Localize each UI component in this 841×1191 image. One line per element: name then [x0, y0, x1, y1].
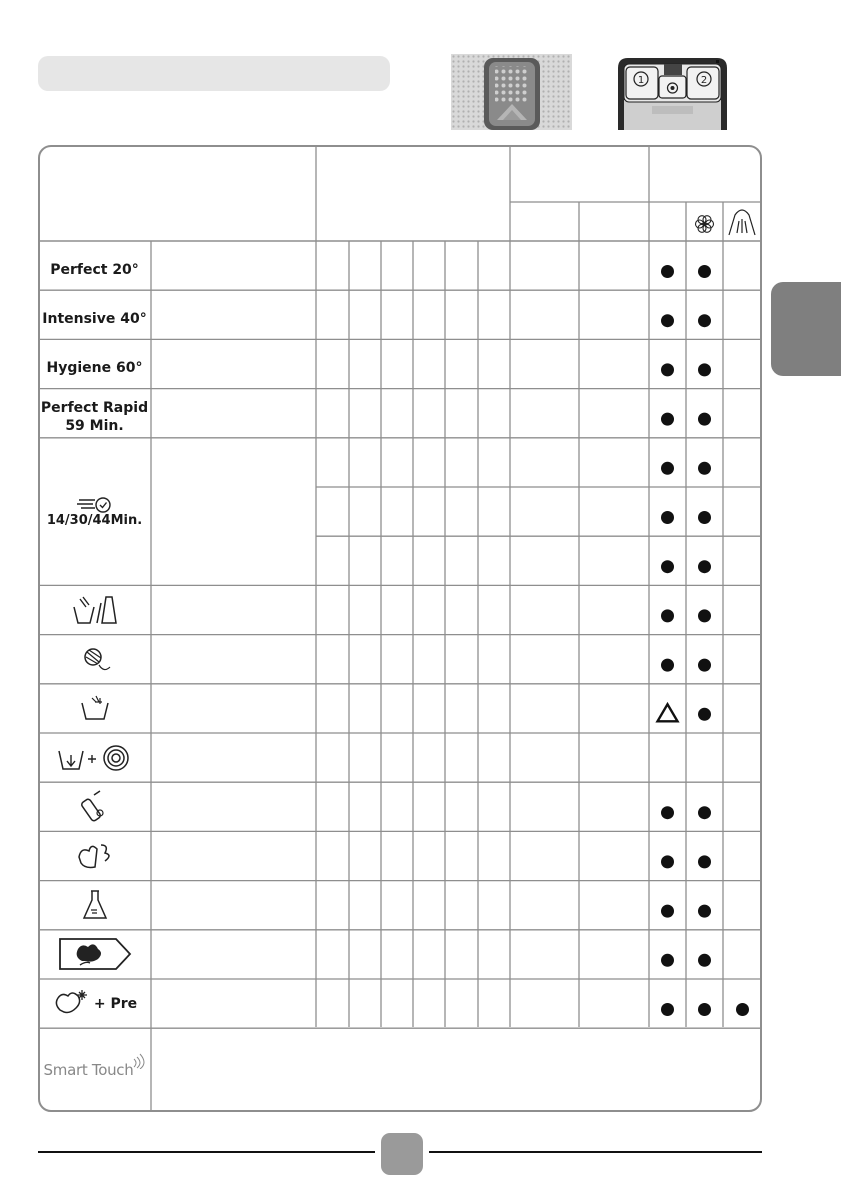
svg-text:2: 2 — [700, 75, 708, 86]
programme-label: 14/30/44Min. — [46, 512, 143, 528]
programme-label: Intensive 40° — [42, 310, 147, 327]
section-title-bar — [38, 56, 390, 91]
footer-rule-right — [429, 1151, 762, 1153]
programme-label: + Pre — [93, 995, 138, 1012]
programme-label: Hygiene 60° — [46, 359, 143, 376]
svg-text:1: 1 — [637, 75, 645, 86]
programme-label: Perfect 20° — [50, 261, 139, 278]
detergent-drawer-drawing — [612, 54, 733, 130]
detergent-drawer-image — [612, 54, 733, 130]
page-number-box — [381, 1133, 423, 1175]
footer-rule-left — [38, 1151, 375, 1153]
table-frame — [38, 145, 762, 1112]
language-side-tab — [771, 282, 841, 376]
smart-touch-label: Smart Touch — [43, 1060, 134, 1079]
detergent-compartment-drawing — [451, 54, 572, 130]
detergent-compartment-image — [451, 54, 572, 130]
programme-label: Perfect Rapid 59 Min. — [40, 400, 149, 435]
